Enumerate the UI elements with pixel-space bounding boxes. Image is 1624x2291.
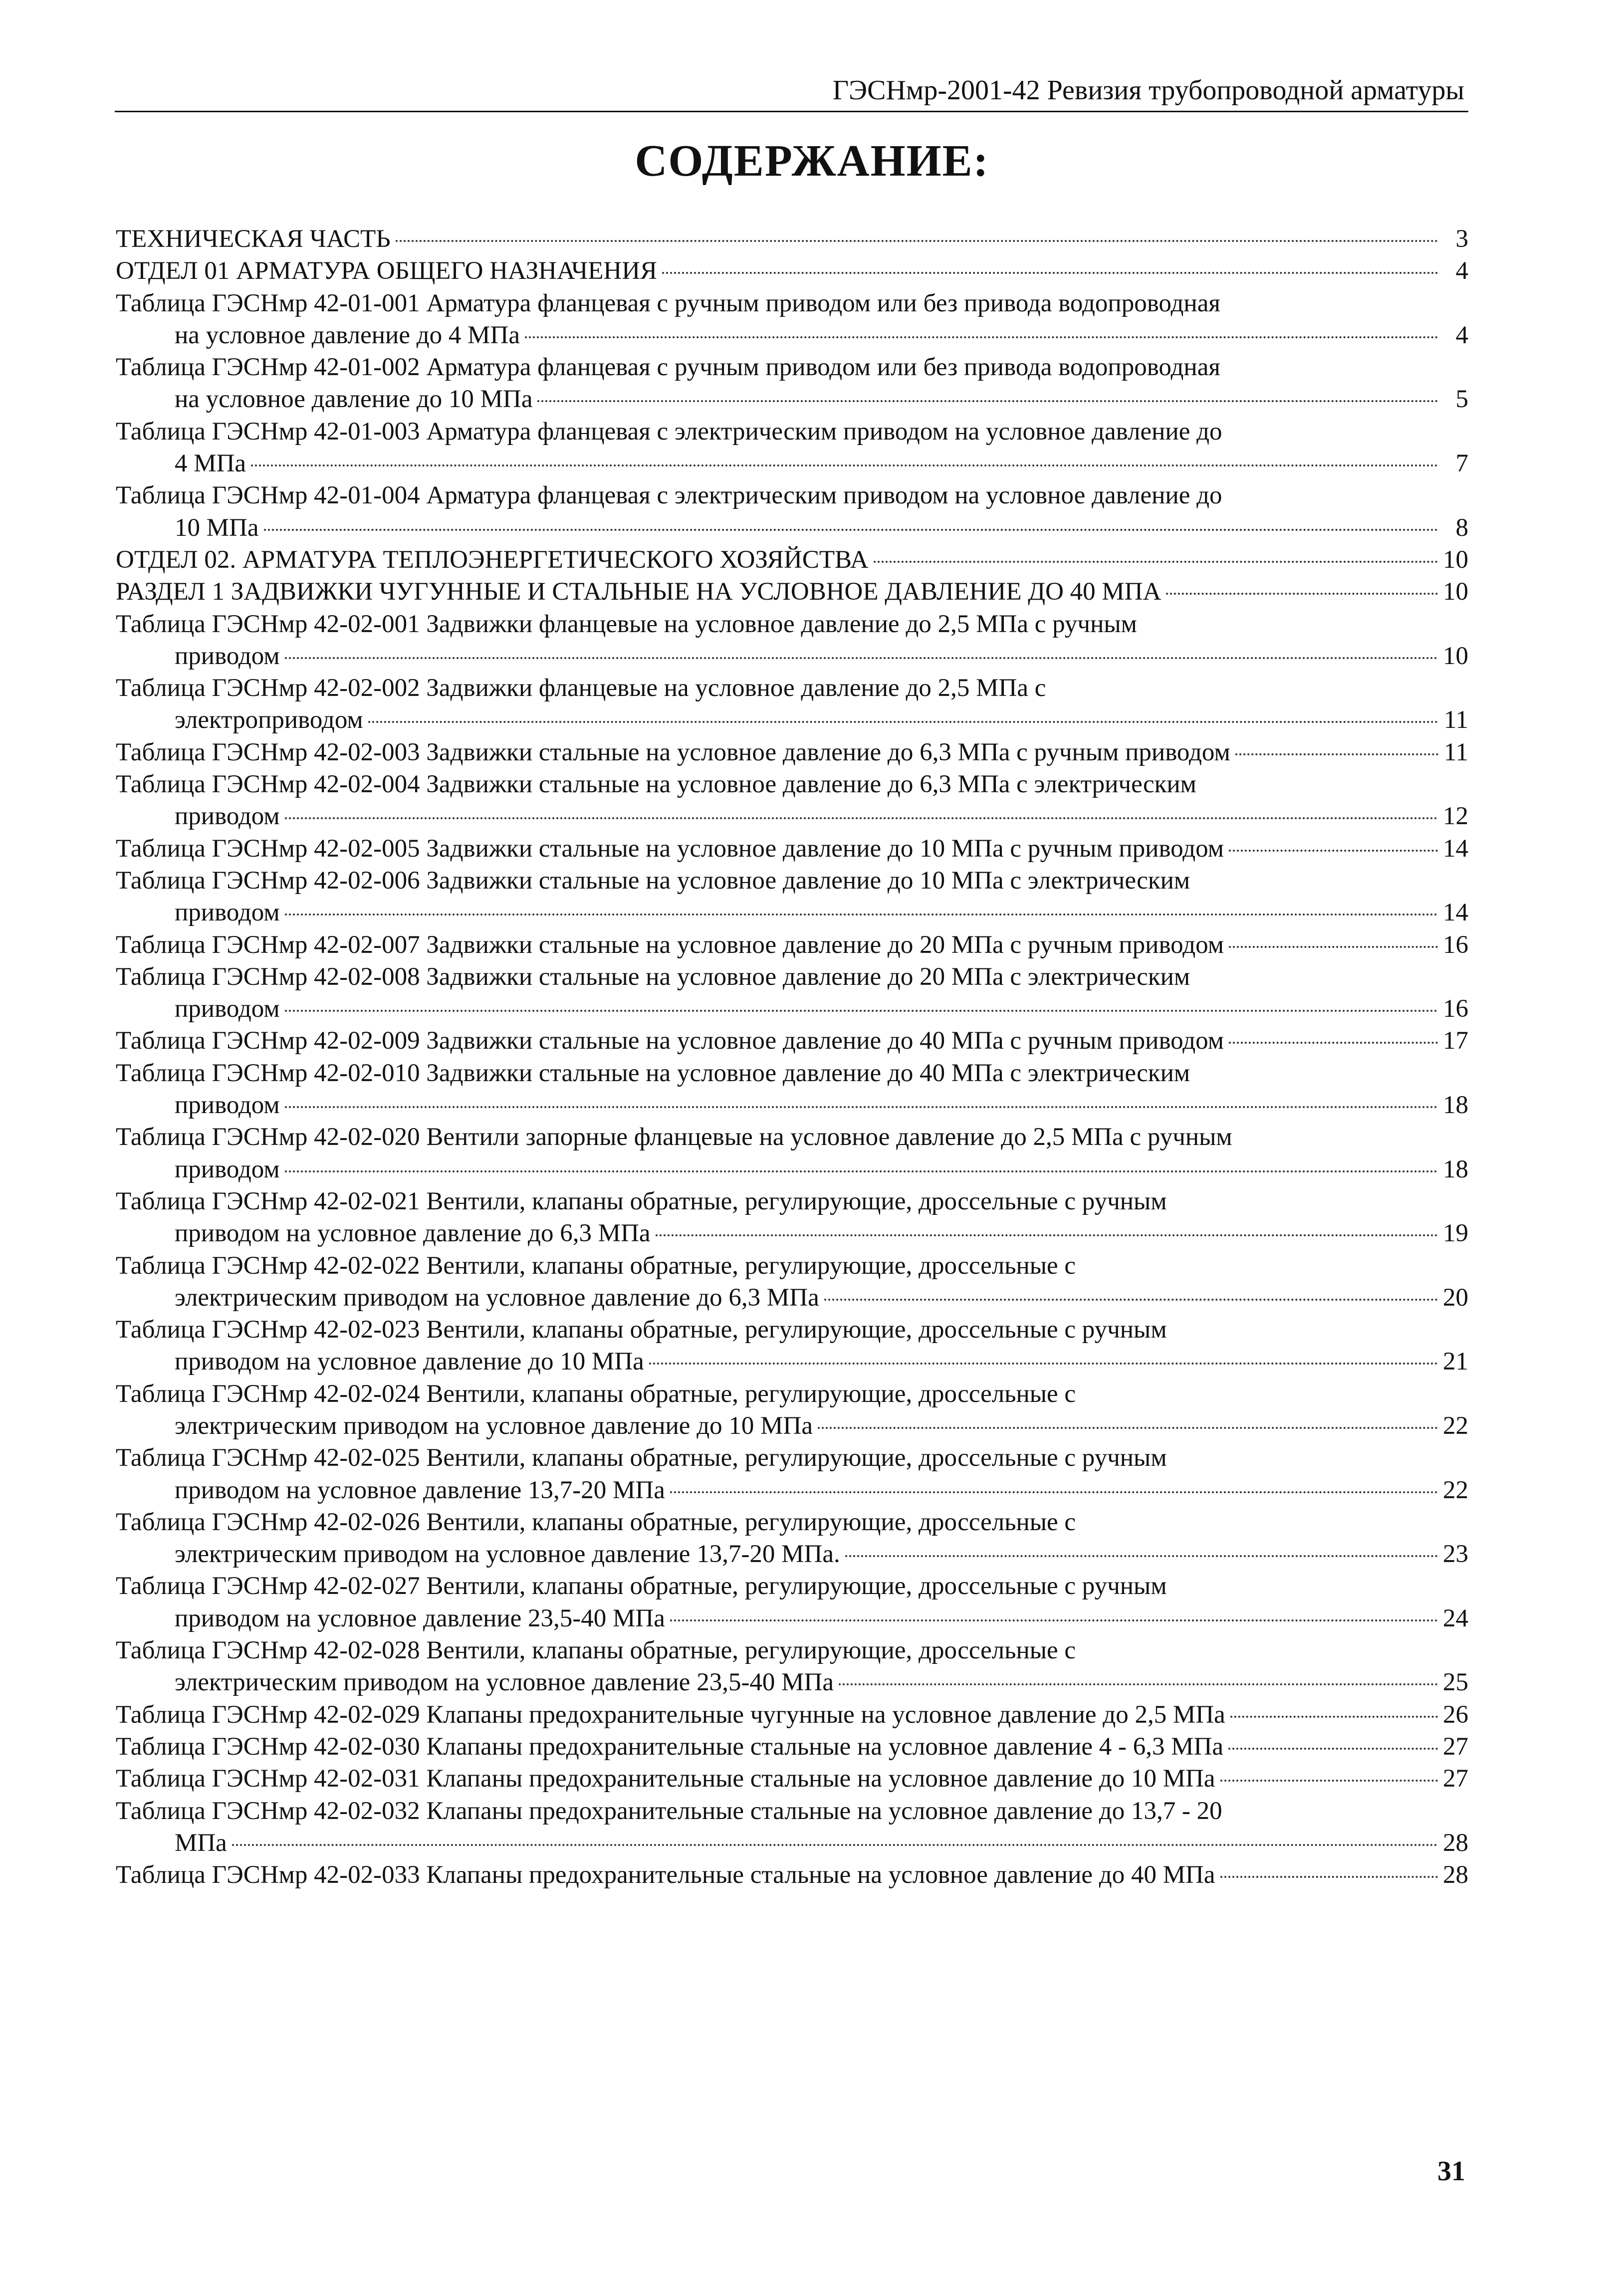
toc-page-number: 14 bbox=[1443, 899, 1468, 927]
toc-page-number: 20 bbox=[1443, 1283, 1468, 1312]
toc-entry-text-first-line: Таблица ГЭСНмр 42-02-022 Вентили, клапаны обратные, регулирующие, дроссельные с bbox=[116, 1251, 1076, 1280]
dot-leader bbox=[1220, 1780, 1438, 1782]
dot-leader bbox=[1229, 1042, 1438, 1044]
dot-leader bbox=[1235, 753, 1438, 755]
running-header: ГЭСНмр-2001-42 Ревизия трубопроводной арматуры bbox=[832, 75, 1464, 106]
dot-leader bbox=[285, 1010, 1438, 1012]
dot-leader bbox=[251, 464, 1438, 466]
toc-page-number: 11 bbox=[1443, 706, 1468, 734]
toc-entry-text: на условное давление до 4 МПа bbox=[175, 321, 520, 349]
toc-entry bbox=[116, 1795, 1468, 1859]
toc-entry-text: электрическим приводом на условное давление 23,5-40 МПа bbox=[175, 1668, 834, 1697]
toc-entry-text-first-line: Таблица ГЭСНмр 42-02-002 Задвижки фланцевые на условное давление до 2,5 МПа с bbox=[116, 674, 1046, 702]
toc-entry-text-first-line: Таблица ГЭСНмр 42-02-023 Вентили, клапаны обратные, регулирующие, дроссельные с ручным bbox=[116, 1316, 1167, 1344]
toc-entry bbox=[116, 768, 1468, 833]
toc-entry bbox=[116, 1731, 1468, 1763]
toc-entry-text: приводом bbox=[175, 1091, 280, 1120]
dot-leader bbox=[1166, 593, 1438, 595]
toc-entry-text: приводом на условное давление до 10 МПа bbox=[175, 1348, 644, 1376]
toc-page-number: 10 bbox=[1443, 545, 1468, 574]
toc-page-number: 14 bbox=[1443, 834, 1468, 863]
toc-page-number: 4 bbox=[1455, 321, 1468, 349]
toc-entry bbox=[116, 833, 1468, 865]
toc-entry bbox=[116, 672, 1468, 736]
dot-leader bbox=[670, 1491, 1438, 1493]
toc-entry-text-first-line: Таблица ГЭСНмр 42-02-032 Клапаны предохранительные стальные на условное давление до 13,7 - 20 bbox=[116, 1797, 1222, 1825]
toc-entry-text: приводом bbox=[175, 1155, 280, 1183]
toc-entry bbox=[116, 1506, 1468, 1571]
toc-entry bbox=[116, 255, 1468, 287]
toc-entry-text-first-line: Таблица ГЭСНмр 42-02-001 Задвижки фланцевые на условное давление до 2,5 МПа с ручным bbox=[116, 610, 1137, 638]
dot-leader bbox=[264, 529, 1438, 531]
toc-entry-text: Таблица ГЭСНмр 42-02-003 Задвижки стальные на условное давление до 6,3 МПа с ручным приводом bbox=[116, 738, 1230, 766]
toc-entry-text: 4 МПа bbox=[175, 450, 246, 478]
toc-entry-text: Таблица ГЭСНмр 42-02-007 Задвижки стальные на условное давление до 20 МПа с ручным приводом bbox=[116, 930, 1224, 959]
toc-entry bbox=[116, 929, 1468, 961]
toc-entry-text: Таблица ГЭСНмр 42-02-029 Клапаны предохранительные чугунные на условное давление до 2,5 МПа bbox=[116, 1700, 1225, 1729]
toc-page-number: 18 bbox=[1443, 1091, 1468, 1120]
dot-leader bbox=[537, 400, 1438, 402]
toc-entry bbox=[116, 544, 1468, 576]
toc-page-number: 22 bbox=[1443, 1476, 1468, 1504]
toc-entry bbox=[116, 1634, 1468, 1699]
toc-entry-text-first-line: Таблица ГЭСНмр 42-02-010 Задвижки стальные на условное давление до 40 МПа с электрическим bbox=[116, 1059, 1190, 1087]
toc-entry-text: Таблица ГЭСНмр 42-02-033 Клапаны предохранительные стальные на условное давление до 40 МПа bbox=[116, 1861, 1215, 1889]
toc-page-number: 10 bbox=[1443, 642, 1468, 670]
dot-leader bbox=[1229, 850, 1438, 852]
toc-entry bbox=[116, 608, 1468, 673]
toc-page-number: 3 bbox=[1455, 225, 1468, 253]
toc-entry-text-first-line: Таблица ГЭСНмр 42-02-004 Задвижки стальные на условное давление до 6,3 МПа с электрическим bbox=[116, 770, 1196, 799]
toc-entry-text: приводом bbox=[175, 899, 280, 927]
toc-page-number: 11 bbox=[1443, 738, 1468, 766]
toc-entry-text: приводом bbox=[175, 802, 280, 831]
toc-entry-text-first-line: Таблица ГЭСНмр 42-02-008 Задвижки стальные на условное давление до 20 МПа с электрическим bbox=[116, 962, 1190, 991]
toc-entry-text: 10 МПа bbox=[175, 513, 259, 542]
toc-entry-text-first-line: Таблица ГЭСНмр 42-02-027 Вентили, клапаны обратные, регулирующие, дроссельные с ручным bbox=[116, 1572, 1167, 1601]
toc-page-number: 10 bbox=[1443, 578, 1468, 606]
toc-page-number: 23 bbox=[1443, 1540, 1468, 1569]
toc-entry-text-first-line: Таблица ГЭСНмр 42-02-006 Задвижки стальные на условное давление до 10 МПа с электрическим bbox=[116, 866, 1190, 895]
toc-entry bbox=[116, 1699, 1468, 1731]
toc-entry-text: МПа bbox=[175, 1829, 227, 1857]
toc-entry bbox=[116, 1763, 1468, 1795]
toc-entry bbox=[116, 865, 1468, 929]
dot-leader bbox=[656, 1234, 1438, 1236]
toc-page-number: 27 bbox=[1443, 1732, 1468, 1761]
table-of-contents bbox=[116, 223, 1468, 1891]
dot-leader bbox=[662, 272, 1438, 274]
toc-page-number: 26 bbox=[1443, 1700, 1468, 1729]
toc-entry bbox=[116, 1185, 1468, 1250]
toc-page-number: 5 bbox=[1455, 385, 1468, 414]
toc-entry-text-first-line: Таблица ГЭСНмр 42-02-020 Вентили запорные фланцевые на условное давление до 2,5 МПа с ручным bbox=[116, 1123, 1232, 1151]
toc-page-number: 17 bbox=[1443, 1027, 1468, 1055]
toc-entry-text: электрическим приводом на условное давление до 6,3 МПа bbox=[175, 1283, 819, 1312]
toc-entry bbox=[116, 479, 1468, 544]
toc-page-number: 12 bbox=[1443, 802, 1468, 831]
toc-entry bbox=[116, 1570, 1468, 1634]
toc-entry-text: Таблица ГЭСНмр 42-02-030 Клапаны предохранительные стальные на условное давление 4 - 6,3 МПа bbox=[116, 1732, 1224, 1761]
toc-page-number: 7 bbox=[1455, 450, 1468, 478]
toc-page-number: 16 bbox=[1443, 930, 1468, 959]
toc-entry bbox=[116, 416, 1468, 480]
toc-page-number: 25 bbox=[1443, 1668, 1468, 1697]
toc-entry-text: электрическим приводом на условное давление до 10 МПа bbox=[175, 1411, 813, 1440]
toc-entry-text: приводом на условное давление 13,7-20 МПа bbox=[175, 1476, 665, 1504]
toc-entry-text: ТЕХНИЧЕСКАЯ ЧАСТЬ bbox=[116, 225, 391, 253]
dot-leader bbox=[670, 1619, 1438, 1621]
toc-entry bbox=[116, 1442, 1468, 1506]
toc-entry-text: ОТДЕЛ 02. АРМАТУРА ТЕПЛОЭНЕРГЕТИЧЕСКОГО ХОЗЯЙСТВА bbox=[116, 545, 869, 574]
toc-entry-text-first-line: Таблица ГЭСНмр 42-01-004 Арматура фланцевая с электрическим приводом на условное давление до bbox=[116, 481, 1222, 510]
toc-entry bbox=[116, 223, 1468, 255]
toc-entry-text-first-line: Таблица ГЭСНмр 42-01-001 Арматура фланцевая с ручным приводом или без привода водопроводная bbox=[116, 289, 1220, 317]
dot-leader bbox=[1230, 1716, 1438, 1718]
toc-entry bbox=[116, 1859, 1468, 1891]
toc-entry-text: Таблица ГЭСНмр 42-02-031 Клапаны предохранительные стальные на условное давление до 10 МПа bbox=[116, 1765, 1215, 1793]
toc-page-number: 8 bbox=[1455, 513, 1468, 542]
toc-page-number: 28 bbox=[1443, 1829, 1468, 1857]
dot-leader bbox=[525, 336, 1438, 338]
toc-entry-text: электроприводом bbox=[175, 706, 363, 734]
toc-entry-text-first-line: Таблица ГЭСНмр 42-02-021 Вентили, клапаны обратные, регулирующие, дроссельные с ручным bbox=[116, 1187, 1167, 1215]
toc-entry bbox=[116, 736, 1468, 768]
toc-entry-text: Таблица ГЭСНмр 42-02-005 Задвижки стальные на условное давление до 10 МПа с ручным приводом bbox=[116, 834, 1224, 863]
page-title: СОДЕРЖАНИЕ: bbox=[635, 136, 989, 186]
dot-leader bbox=[368, 721, 1438, 723]
toc-entry-text: электрическим приводом на условное давление 13,7-20 МПа. bbox=[175, 1540, 840, 1569]
dot-leader bbox=[649, 1363, 1438, 1365]
toc-page-number: 21 bbox=[1443, 1348, 1468, 1376]
toc-entry bbox=[116, 351, 1468, 416]
dot-leader bbox=[1229, 946, 1438, 948]
page-number: 31 bbox=[1437, 2156, 1465, 2187]
toc-entry-text-first-line: Таблица ГЭСНмр 42-02-024 Вентили, клапаны обратные, регулирующие, дроссельные с bbox=[116, 1379, 1076, 1408]
toc-entry bbox=[116, 1057, 1468, 1122]
toc-entry bbox=[116, 1250, 1468, 1314]
toc-entry-text-first-line: Таблица ГЭСНмр 42-01-003 Арматура фланцевая с электрическим приводом на условное давление до bbox=[116, 417, 1222, 446]
dot-leader bbox=[285, 657, 1438, 659]
dot-leader bbox=[839, 1683, 1438, 1685]
dot-leader bbox=[1228, 1748, 1438, 1750]
toc-entry-text-first-line: Таблица ГЭСНмр 42-02-028 Вентили, клапаны обратные, регулирующие, дроссельные с bbox=[116, 1636, 1076, 1665]
toc-page-number: 16 bbox=[1443, 995, 1468, 1023]
dot-leader bbox=[824, 1299, 1438, 1301]
toc-page-number: 18 bbox=[1443, 1155, 1468, 1183]
dot-leader bbox=[845, 1555, 1438, 1557]
toc-entry bbox=[116, 961, 1468, 1025]
dot-leader bbox=[285, 914, 1438, 916]
dot-leader bbox=[1220, 1876, 1438, 1878]
toc-entry bbox=[116, 1025, 1468, 1057]
toc-entry-text-first-line: Таблица ГЭСНмр 42-02-026 Вентили, клапаны обратные, регулирующие, дроссельные с bbox=[116, 1508, 1076, 1536]
toc-entry-text: приводом на условное давление до 6,3 МПа bbox=[175, 1219, 651, 1248]
toc-entry-text: Таблица ГЭСНмр 42-02-009 Задвижки стальные на условное давление до 40 МПа с ручным приводом bbox=[116, 1027, 1224, 1055]
toc-entry-text: приводом bbox=[175, 995, 280, 1023]
toc-page-number: 27 bbox=[1443, 1765, 1468, 1793]
toc-page-number: 22 bbox=[1443, 1411, 1468, 1440]
toc-entry-text-first-line: Таблица ГЭСНмр 42-01-002 Арматура фланцевая с ручным приводом или без привода водопроводная bbox=[116, 353, 1220, 382]
header-divider bbox=[115, 111, 1468, 112]
toc-page-number: 4 bbox=[1455, 257, 1468, 285]
toc-entry bbox=[116, 287, 1468, 352]
toc-entry bbox=[116, 1378, 1468, 1442]
toc-entry bbox=[116, 1121, 1468, 1185]
toc-entry-text: приводом на условное давление 23,5-40 МПа bbox=[175, 1604, 665, 1632]
dot-leader bbox=[285, 817, 1438, 819]
toc-entry-text: приводом bbox=[175, 642, 280, 670]
toc-entry-text: ОТДЕЛ 01 АРМАТУРА ОБЩЕГО НАЗНАЧЕНИЯ bbox=[116, 257, 658, 285]
dot-leader bbox=[396, 240, 1438, 242]
toc-entry bbox=[116, 576, 1468, 608]
toc-entry-text-first-line: Таблица ГЭСНмр 42-02-025 Вентили, клапаны обратные, регулирующие, дроссельные с ручным bbox=[116, 1444, 1167, 1472]
dot-leader bbox=[285, 1106, 1438, 1108]
dot-leader bbox=[874, 561, 1438, 563]
dot-leader bbox=[285, 1170, 1438, 1172]
toc-page-number: 24 bbox=[1443, 1604, 1468, 1632]
dot-leader bbox=[232, 1844, 1438, 1846]
toc-page-number: 19 bbox=[1443, 1219, 1468, 1248]
toc-page-number: 28 bbox=[1443, 1861, 1468, 1889]
toc-entry bbox=[116, 1314, 1468, 1378]
toc-entry-text: РАЗДЕЛ 1 ЗАДВИЖКИ ЧУГУННЫЕ И СТАЛЬНЫЕ НА УСЛОВНОЕ ДАВЛЕНИЕ ДО 40 МПА bbox=[116, 578, 1161, 606]
dot-leader bbox=[818, 1427, 1438, 1429]
toc-entry-text: на условное давление до 10 МПа bbox=[175, 385, 533, 414]
